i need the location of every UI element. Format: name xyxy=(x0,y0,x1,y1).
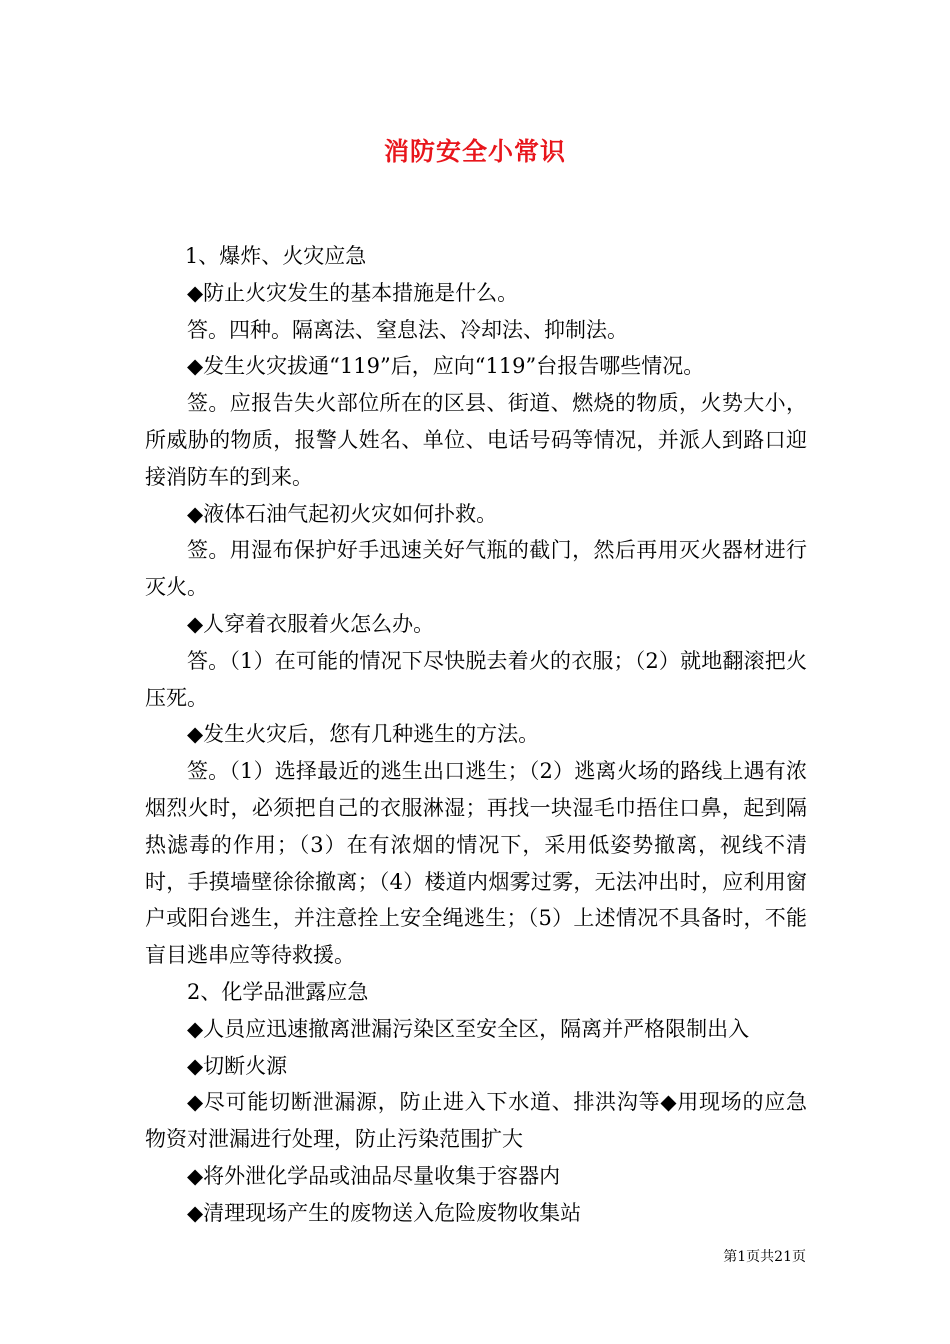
answer-paragraph: 答。四种。隔离法、窒息法、冷却法、抑制法。 xyxy=(187,317,628,342)
question-paragraph: ◆液体石油气起初火灾如何扑救。 xyxy=(187,501,498,526)
question-paragraph: ◆发生火灾后，您有几种逃生的方法。 xyxy=(187,722,540,747)
answer-paragraph: 签。（1）选择最近的逃生出口逃生；（2）逃离火场的路线上遇有浓烟烈火时，必须把自己的衣服淋湿；再找一块湿毛巾捂住口鼻，起到隔热滤毒的作用；（3）在有浓烟的情况下，采用低姿势撤离，视线不清时，手摸墙壁徐徐撤离；（4）楼道内烟雾过雾，无法冲出时，应利用窗户或阳台逃生，并注意拴上安全绳逃生；（5）上述情况不具备时，不能盲目逃串应等待救援。 xyxy=(145,759,807,968)
section-heading: 1、爆炸、火灾应急 xyxy=(184,244,367,268)
list-item: ◆切断火源 xyxy=(187,1053,288,1078)
list-item: ◆人员应迅速撤离泄漏污染区至安全区，隔离并严格限制出入 xyxy=(187,1016,750,1041)
list-item: ◆尽可能切断泄漏源，防止进入下水道、排洪沟等◆用现场的应急物资对泄漏进行处理，防止污染范围扩大 xyxy=(145,1090,807,1152)
answer-paragraph: 签。应报告失火部位所在的区县、街道、燃烧的物质，火势大小，所威胁的物质，报警人姓名、单位、电话号码等情况，并派人到路口迎接消防车的到来。 xyxy=(145,391,807,489)
section-heading: 2、化学品泄露应急 xyxy=(187,979,369,1004)
question-paragraph: ◆防止火灾发生的基本措施是什么。 xyxy=(187,280,519,305)
answer-paragraph: 签。用湿布保护好手迅速关好气瓶的截门，然后再用灭火器材进行灭火。 xyxy=(145,538,807,600)
question-paragraph: ◆发生火灾拔通“119”后，应向“119”台报告哪些情况。 xyxy=(187,354,705,379)
page-title: 消防安全小常识 xyxy=(383,137,566,166)
list-item: ◆清理现场产生的废物送入危险废物收集站 xyxy=(187,1200,582,1225)
question-paragraph: ◆人穿着衣服着火怎么办。 xyxy=(187,611,435,636)
document-body xyxy=(145,238,807,1232)
list-item: ◆将外泄化学品或油品尽量收集于容器内 xyxy=(187,1163,561,1188)
page-number: 第1页共21页 xyxy=(723,1249,806,1265)
answer-paragraph: 答。（1）在可能的情况下尽快脱去着火的衣服；（2）就地翻滚把火压死。 xyxy=(145,648,807,710)
